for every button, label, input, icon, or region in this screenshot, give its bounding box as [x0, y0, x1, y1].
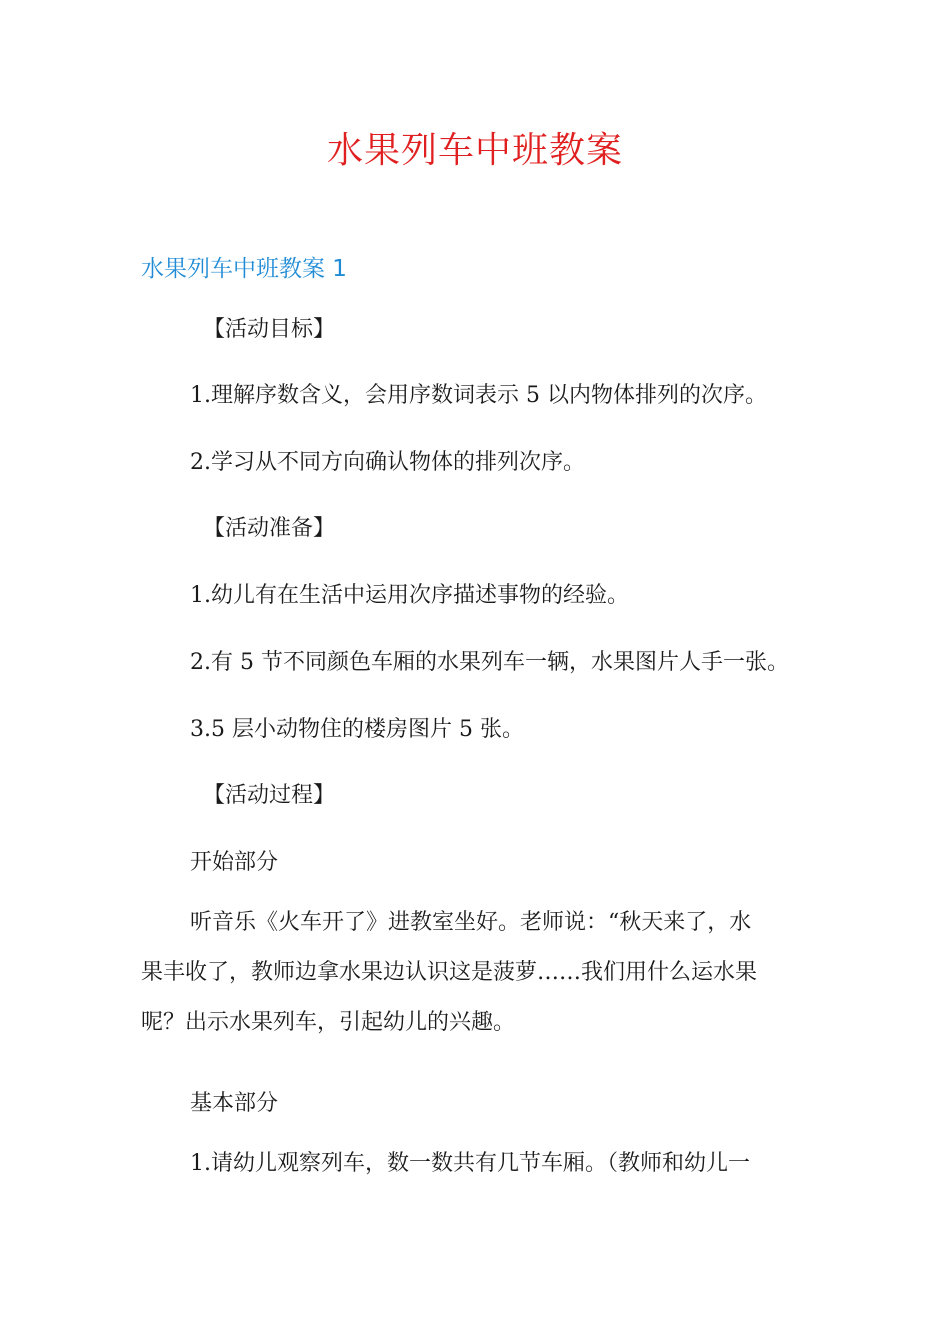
- prep-item-2: 2.有 5 节不同颜色车厢的水果列车一辆，水果图片人手一张。: [190, 650, 789, 675]
- start-part-heading: 开始部分: [190, 850, 279, 875]
- basic-item-1: 1.请幼儿观察列车，数一数共有几节车厢。（教师和幼儿一: [190, 1151, 750, 1176]
- start-part-paragraph: [141, 898, 801, 1048]
- start-paragraph-line: 听音乐《火车开了》进教室坐好。老师说：“秋天来了，水: [190, 910, 752, 935]
- prep-heading: 【活动准备】: [203, 516, 336, 541]
- basic-part-heading: 基本部分: [190, 1091, 279, 1116]
- prep-item-3: 3.5 层小动物住的楼房图片 5 张。: [190, 717, 524, 742]
- document-title: 水果列车中班教案: [326, 130, 623, 171]
- prep-item-1: 1.幼儿有在生活中运用次序描述事物的经验。: [190, 583, 629, 608]
- start-paragraph-line: 呢？出示水果列车，引起幼儿的兴趣。: [141, 1010, 516, 1035]
- goal-heading: 【活动目标】: [203, 317, 336, 342]
- process-heading: 【活动过程】: [203, 783, 336, 808]
- goal-item-2: 2.学习从不同方向确认物体的排列次序。: [190, 450, 585, 475]
- section-heading: 水果列车中班教案 1: [141, 256, 347, 282]
- goal-item-1: 1.理解序数含义，会用序数词表示 5 以内物体排列的次序。: [190, 383, 767, 408]
- start-paragraph-line: 果丰收了，教师边拿水果边认识这是菠萝……我们用什么运水果: [141, 960, 758, 985]
